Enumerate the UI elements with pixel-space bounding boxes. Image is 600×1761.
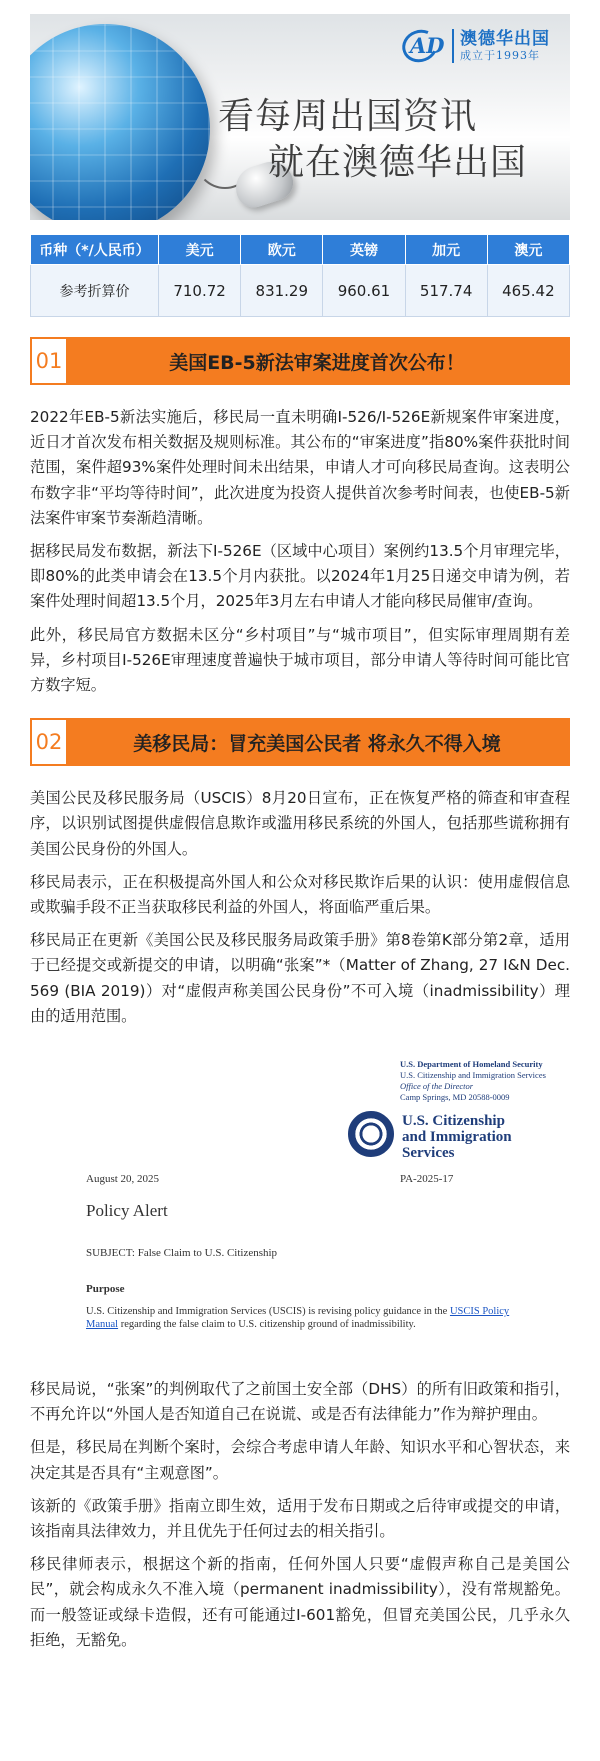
table-header-cell: 加元	[405, 235, 487, 265]
document-subject: SUBJECT: False Claim to U.S. Citizenship	[86, 1247, 278, 1260]
agency-small: U.S. Citizenship and Immigration Services	[400, 1070, 546, 1081]
paragraph: 据移民局发布数据，新法下I-526E（区域中心项目）案例约13.5个月审理完毕，即80%的此类申请会在13.5个月内获批。以2024年1月25日递交申请为例，若案件处理时间超13.5个月，2025年3月左右申请人才能向移民局催审/查询。	[30, 542, 570, 611]
table-header-cell: 澳元	[487, 235, 569, 265]
rate-usd: 710.72	[159, 265, 241, 317]
globe-image	[30, 24, 210, 220]
document-date: August 20, 2025	[86, 1173, 160, 1186]
purpose-heading: Purpose	[86, 1283, 125, 1296]
dept-name: U.S. Department of Homeland Security	[400, 1059, 543, 1070]
logo-mark-text: AD	[410, 33, 445, 58]
row-label: 参考折算价	[31, 265, 159, 317]
table-header-cell: 欧元	[241, 235, 323, 265]
table-header-row	[31, 235, 570, 265]
header-banner	[30, 14, 570, 220]
logo-subtitle: 成立于1993年	[460, 49, 540, 62]
purpose-body: U.S. Citizenship and Immigration Services (USCIS) is revising policy guidance in the USCIS Policy Manual regarding the false claim to U.S. citizenship ground of inadmissibility.	[86, 1306, 510, 1331]
slogan-line-1: 看每周出国资讯	[218, 96, 478, 137]
policy-manual-link[interactable]: USCIS Policy Manual	[86, 1306, 510, 1331]
paragraph: 移民局表示，正在积极提高外国人和公众对移民欺诈后果的认识：使用虚假信息或欺骗手段不正当获取移民利益的外国人，将面临严重后果。	[30, 872, 570, 917]
paragraph: 该新的《政策手册》指南立即生效，适用于发布日期或之后待审或提交的申请，该指南具法律效力，并且优先于任何过去的相关指引。	[30, 1496, 570, 1541]
office-address: Camp Springs, MD 20588-0009	[400, 1092, 510, 1103]
dhs-letterhead	[400, 1059, 546, 1103]
company-logo	[402, 28, 550, 64]
policy-alert-document	[30, 1041, 570, 1371]
section-title: 美国EB-5新法审案进度首次公布！	[66, 339, 568, 383]
paragraph: 移民律师表示，根据这个新的指南，任何外国人只要“虚假声称自己是美国公民”，就会构成永久不准入境（permanent inadmissibility），没有常规豁免。而一般签证或绿卡造假，还有可能通过I-601豁免，但冒充美国公民，几乎永久拒绝，无豁免。	[30, 1555, 570, 1649]
rate-eur: 831.29	[241, 265, 323, 317]
table-row	[31, 265, 570, 317]
logo-icon	[402, 28, 446, 64]
agency-name: U.S. Citizenship and Immigration Services	[402, 1113, 512, 1162]
section-number: 02	[32, 720, 66, 764]
dhs-seal-icon	[348, 1111, 394, 1157]
logo-name: 澳德华出国	[460, 29, 550, 49]
rate-cad: 517.74	[405, 265, 487, 317]
table-header-cell: 币种（*/人民币）	[31, 235, 159, 265]
rate-gbp: 960.61	[323, 265, 405, 317]
office-name: Office of the Director	[400, 1081, 474, 1092]
section-title: 美移民局：冒充美国公民者 将永久不得入境	[66, 720, 568, 764]
slogan-line-2: 就在澳德华出国	[268, 142, 528, 183]
table-header-cell: 英镑	[323, 235, 405, 265]
document-id: PA-2025-17	[400, 1173, 454, 1186]
paragraph: 但是，移民局在判断个案时，会综合考虑申请人年龄、知识水平和心智状态，来决定其是否具有“主观意图”。	[30, 1438, 570, 1482]
exchange-rate-table	[30, 234, 570, 317]
paragraph: 此外，移民局官方数据未区分“乡村项目”与“城市项目”，但实际审理周期有差异，乡村项目I-526E审理速度普遍快于城市项目，部分申请人等待时间可能比官方数字短。	[30, 625, 570, 695]
section-number: 01	[32, 339, 66, 383]
paragraph: 移民局正在更新《美国公民及移民服务局政策手册》第8卷第K部分第2章，适用于已经提交或新提交的申请，以明确“张案”*（Matter of Zhang, 27 I&N Dec. 569 (BIA 2019)）对“虚假声称美国公民身份”不可入境（inadmissibility）理由的适用范围。	[30, 931, 570, 1025]
paragraph: 移民局说，“张案”的判例取代了之前国土安全部（DHS）的所有旧政策和指引，不再允许以“外国人是否知道自己在说谎、或是否有法律能力”作为辩护理由。	[30, 1380, 570, 1424]
banner-slogan	[218, 94, 527, 186]
paragraph: 美国公民及移民服务局（USCIS）8月20日宣布，正在恢复严格的筛查和审查程序，以识别试图提供虚假信息欺诈或滥用移民系统的外国人，包括那些谎称拥有美国公民身份的外国人。	[30, 789, 570, 858]
paragraph: 2022年EB-5新法实施后，移民局一直未明确I-526/I-526E新规案件审案进度，近日才首次发布相关数据及规则标准。其公布的“审案进度”指80%案件获批时间范围，案件超93%案件处理时间未出结果，申请人才可向移民局查询。这表明公布数字非“平均等待时间”，此次进度为投资人提供首次参考时间表，也使EB-5新法案件审案节奏渐趋清晰。	[30, 408, 570, 527]
table-header-cell: 美元	[159, 235, 241, 265]
section-heading-1	[30, 337, 570, 385]
section-heading-2	[30, 718, 570, 766]
document-title: Policy Alert	[86, 1201, 168, 1221]
rate-aud: 465.42	[487, 265, 569, 317]
